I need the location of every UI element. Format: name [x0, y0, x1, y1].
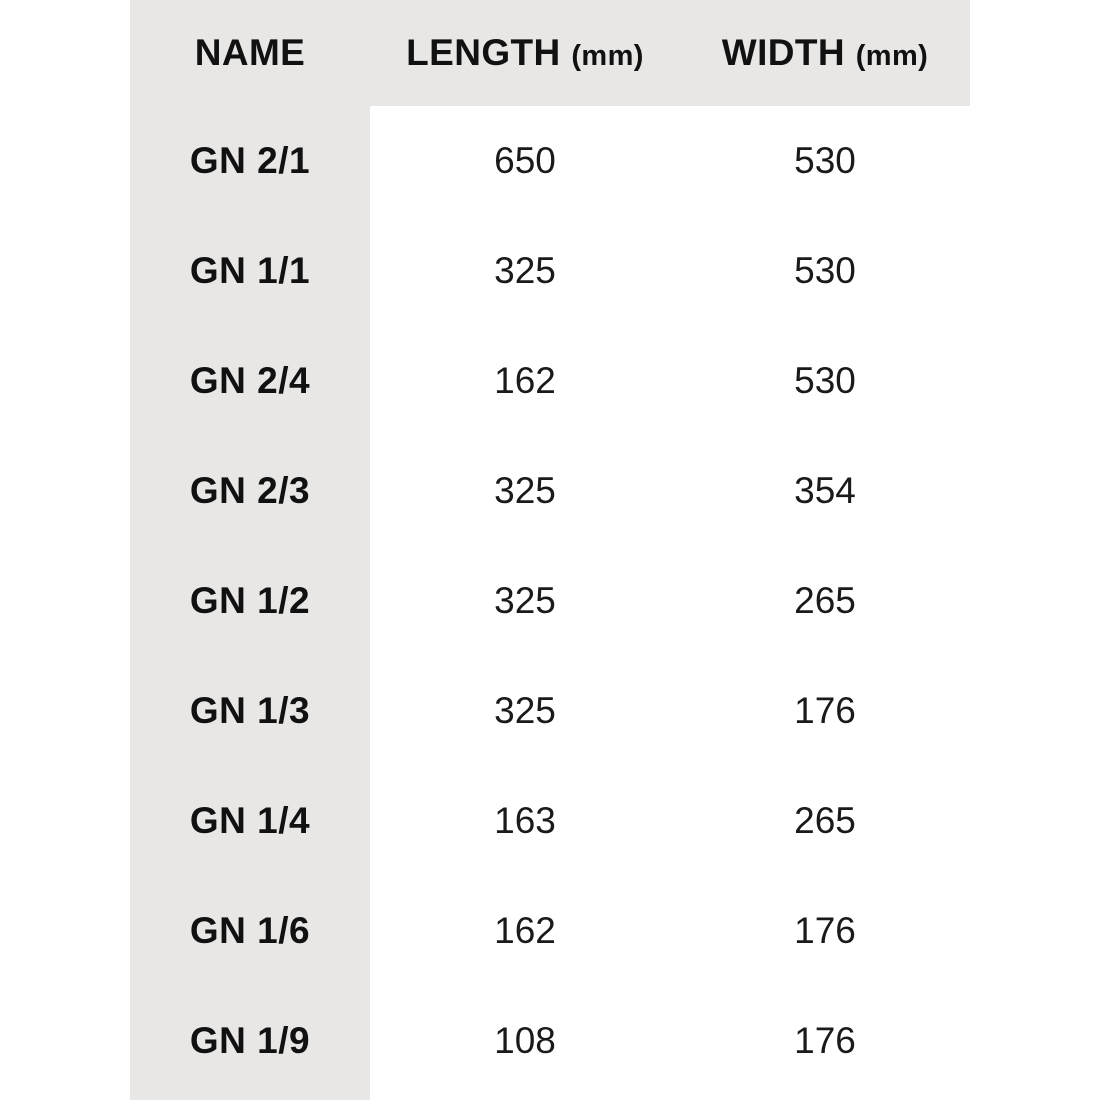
cell-length: 325 — [494, 690, 556, 731]
cell-name: GN 2/3 — [189, 470, 311, 511]
table-row — [130, 546, 970, 656]
cell-width: 530 — [794, 360, 856, 401]
table-row — [130, 986, 970, 1096]
cell-length: 163 — [494, 800, 556, 841]
cell-width: 176 — [794, 910, 856, 951]
column-header-name-label: NAME — [194, 32, 306, 73]
table-row — [130, 766, 970, 876]
cell-length: 325 — [494, 250, 556, 291]
table-row — [130, 656, 970, 766]
cell-width: 176 — [794, 690, 856, 731]
cell-name: GN 1/1 — [189, 250, 311, 291]
column-header-length-unit: (mm) — [571, 40, 644, 72]
cell-length: 325 — [494, 580, 556, 621]
cell-width: 530 — [794, 250, 856, 291]
column-header-width-unit: (mm) — [855, 40, 929, 72]
table-row — [130, 876, 970, 986]
table-row — [130, 216, 970, 326]
column-header-length-label: LENGTH — [406, 32, 561, 73]
gastronorm-size-table — [130, 0, 970, 1096]
cell-name: GN 2/1 — [189, 140, 311, 181]
cell-name: GN 2/4 — [189, 360, 311, 401]
column-header-width — [680, 0, 970, 106]
column-header-name — [130, 0, 370, 106]
cell-name: GN 1/4 — [189, 800, 311, 841]
cell-name: GN 1/6 — [189, 910, 311, 951]
cell-width: 176 — [794, 1020, 856, 1061]
column-header-length — [370, 0, 680, 106]
table-header-row — [130, 0, 970, 106]
cell-width: 265 — [794, 800, 856, 841]
cell-name: GN 1/9 — [189, 1020, 311, 1061]
cell-length: 162 — [494, 910, 556, 951]
cell-width: 530 — [794, 140, 856, 181]
table-row — [130, 326, 970, 436]
cell-width: 354 — [794, 470, 856, 511]
column-header-width-label: WIDTH — [721, 32, 846, 73]
cell-length: 108 — [494, 1020, 556, 1061]
cell-length: 650 — [494, 140, 556, 181]
table-row — [130, 106, 970, 216]
table-body — [130, 106, 970, 1096]
cell-name: GN 1/2 — [189, 580, 311, 621]
table-header — [130, 0, 970, 106]
table-row — [130, 436, 970, 546]
cell-length: 325 — [494, 470, 556, 511]
cell-name: GN 1/3 — [189, 690, 311, 731]
cell-width: 265 — [794, 580, 856, 621]
cell-length: 162 — [494, 360, 556, 401]
